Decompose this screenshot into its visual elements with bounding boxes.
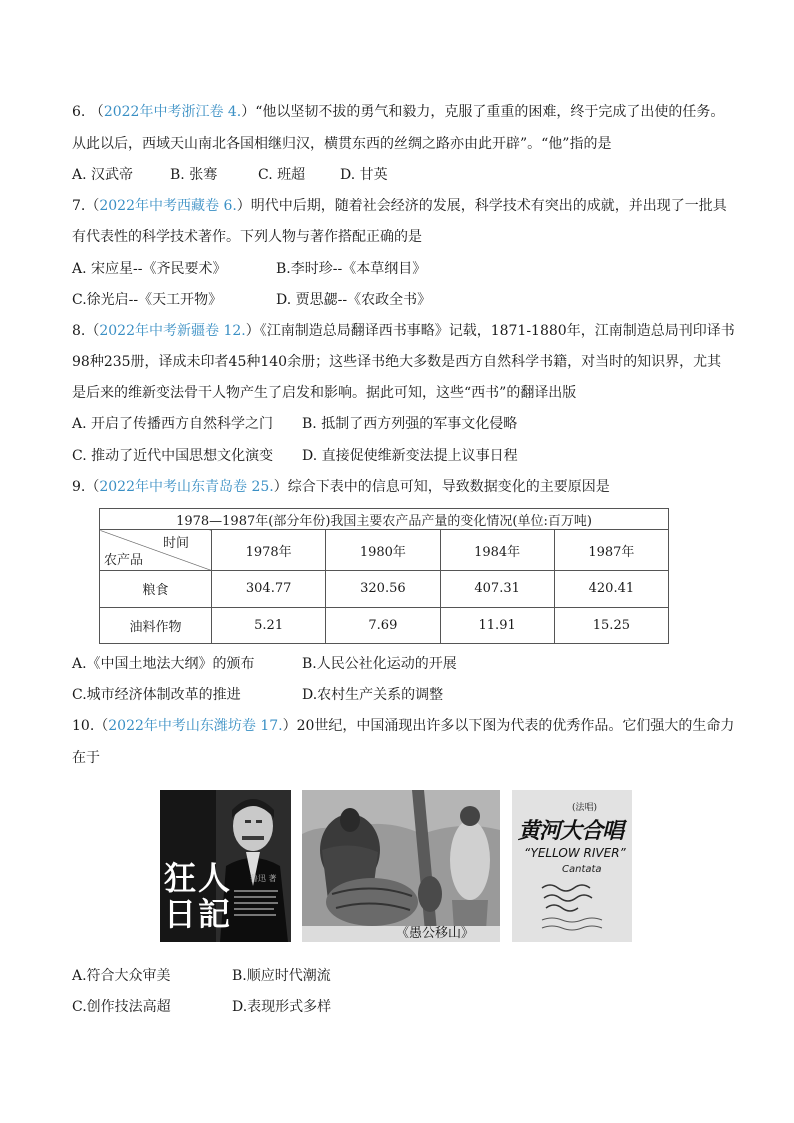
table-caption: 1978—1987年(部分年份)我国主要农产品产量的变化情况(单位:百万吨) [100,509,669,530]
q8-source: 2022年中考新疆卷 12. [99,323,246,339]
table-row [100,571,669,608]
q10-option-c: C.创作技法高超 [72,999,171,1015]
q6-option-a: A. 汉武帝 [72,167,134,183]
q8-line-1 [72,321,735,341]
table-cell: 7.69 [326,607,440,644]
q6-option-b: B. 张骞 [170,167,218,183]
q6-source: 2022年中考浙江卷 4. [103,104,242,120]
table-cell: 5.21 [212,607,326,644]
q7-option-d: D. 贾思勰--《农政全书》 [276,292,432,308]
table-cell: 15.25 [554,607,668,644]
yugong-caption: 《愚公移山》 [396,926,475,941]
q6-line-1 [72,102,724,122]
yellow-river-subtitle: Cantata [562,864,602,875]
table-cell: 304.77 [212,571,326,608]
q7-line-1 [72,196,727,216]
q10-option-a: A.符合大众审美 [72,968,171,984]
yellow-river-title: 黄河大合唱 [518,818,624,844]
q8-stem-1: ）《江南制造总局翻译西书事略》记载，1871-1880年，江南制造总局刊印译书 [245,323,735,339]
yellow-river-handwriting-illustration [512,790,632,942]
q6-stem-2: 从此以后，西域天山南北各国相继归汉，横贯东西的丝绸之路亦由此开辟”。“他”指的是 [72,136,612,152]
q9-option-c: C.城市经济体制改革的推进 [72,687,241,703]
table-cell: 11.91 [440,607,554,644]
table-row [100,607,669,644]
q7-option-c: C.徐光启--《天工开物》 [72,292,223,308]
yellow-river-english-title: “YELLOW RIVER” [524,846,626,860]
row-label-oil-crops: 油料作物 [100,607,212,644]
q6-option-d: D. 甘英 [340,167,388,183]
q10-number: 10.（ [72,718,109,734]
madman-cover-author: 鲁迅 著 [250,874,277,883]
q9-number: 9.（ [72,479,100,495]
yellow-river-top-label: (法唱) [572,803,598,813]
yellow-river-cantata-image [512,790,632,942]
q7-option-a: A. 宋应星--《齐民要术》 [72,261,227,277]
q8-option-d: D. 直接促使维新变法提上议事日程 [302,448,518,464]
q7-stem-1: ）明代中后期，随着社会经济的发展，科学技术有突出的成就，并出现了一批具 [236,198,727,214]
diary-of-a-madman-cover-image [160,790,291,942]
q10-line-1 [72,716,734,736]
q8-number: 8.（ [72,323,100,339]
q6-number: 6. （ [72,104,104,120]
yugong-painting-illustration [302,790,500,942]
table-cell: 320.56 [326,571,440,608]
q7-stem-2: 有代表性的科学技术著作。下列人物与著作搭配正确的是 [72,229,422,245]
q6-option-c: C. 班超 [258,167,306,183]
q8-option-c: C. 推动了近代中国思想文化演变 [72,448,274,464]
q9-option-b: B.人民公社化运动的开展 [302,656,457,672]
q9-line-1 [72,477,610,497]
q6-stem-1: ）“他以坚韧不拔的勇气和毅力，克服了重重的困难，终于完成了出使的任务。 [241,104,725,120]
q10-option-b: B.顺应时代潮流 [232,968,331,984]
header-year-1987: 1987年 [554,530,668,571]
q9-option-a: A.《中国土地法大纲》的颁布 [72,656,255,672]
row-label-grain: 粮食 [100,571,212,608]
q7-option-b: B.李时珍--《本草纲目》 [276,261,427,277]
corner-label-product: 农产品 [104,553,144,568]
corner-label-time: 时间 [162,536,189,551]
q7-source: 2022年中考西藏卷 6. [99,198,237,214]
production-table [99,508,669,644]
header-year-1984: 1984年 [440,530,554,571]
table-cell: 420.41 [554,571,668,608]
table-cell: 407.31 [440,571,554,608]
q9-stem-1: ）综合下表中的信息可知，导致数据变化的主要原因是 [273,479,610,495]
madman-cover-title: 狂人日記 [164,859,233,933]
q8-option-b: B. 抵制了西方列强的军事文化侵略 [302,416,518,432]
q7-number: 7.（ [72,198,100,214]
header-year-1980: 1980年 [326,530,440,571]
q8-option-a: A. 开启了传播西方自然科学之门 [72,416,274,432]
q10-stem-2: 在于 [72,750,100,766]
q8-stem-2: 98种235册，译成未印者45种140余册；这些译书绝大多数是西方自然科学书籍，对当时的知识界，尤其 [72,354,722,370]
q9-source: 2022年中考山东青岛卷 25. [99,479,274,495]
q10-source: 2022年中考山东潍坊卷 17. [108,718,283,734]
header-year-1978: 1978年 [212,530,326,571]
yugong-moves-mountains-image [302,790,500,942]
q8-stem-3: 是后来的维新变法骨干人物产生了启发和影响。据此可知，这些“西书”的翻译出版 [72,385,577,401]
table-corner-cell [100,530,212,571]
q10-option-d: D.表现形式多样 [232,999,332,1015]
q10-stem-1: ）20世纪，中国涌现出许多以下图为代表的优秀作品。它们强大的生命力 [282,718,735,734]
q9-option-d: D.农村生产关系的调整 [302,687,444,703]
